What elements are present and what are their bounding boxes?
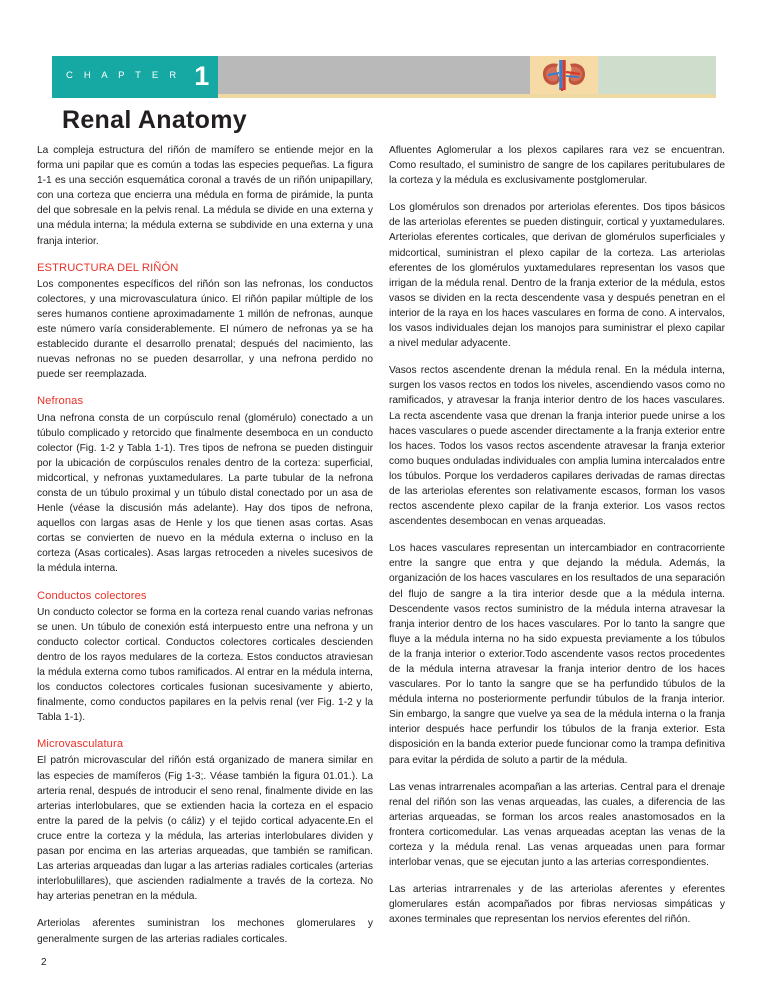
- paragraph-venas-intrarrenales: Las venas intrarrenales acompañan a las arterias. Central para el drenaje renal del riñón son las venas arqueadas, las cuales, a diferencia de las arterias arqueadas, se forman los arcos reales anastomosados en la frontera corticomedular. Las venas arqueadas aceptan las venas de la corteza y la médula renal. Las venas arqueadas unen para formar interlobar venas, que se ejecutan junto a las arterias correspondientes.: [389, 781, 725, 869]
- paragraph-afluentes-aglomerular: Afluentes Aglomerular a los plexos capilares rara vez se encuentran. Como resultado, el suministro de sangre de los capilares peritubulares de la corteza y la médula es exclusivamente postglomerular.: [389, 145, 725, 187]
- banner-green-block: [598, 56, 716, 94]
- heading-microvasculatura: Microvasculatura: [37, 738, 124, 751]
- paragraph-glomerulos-drenados: Los glomérulos son drenados por arteriolas eferentes. Dos tipos básicos de las arteriolas eferentes se pueden distinguir, cortical y yuxtamedulares. Arteriolas eferentes corticales, que derivan de glomérulos superficiales y midcortical, suministran el plexo capilar de la corteza. Las arteriolas eferentes de los glomérulos yuxtamedulares representan los vasos que irrigan de la médula renal. Dentro de la franja exterior de la médula, estos vasos se dividen en la recta descendente vasa y después penetran en el interior de la raya en los haces vasculares en forma de cono. A intervalos, los vasos individuales dejan los manojos para suministrar el plexo capilar a nivel medular adyacente.: [389, 202, 725, 350]
- paragraph-arteriolas-aferentes: Arteriolas aferentes suministran los mechones glomerulares y generalmente surgen de las arterias radiales corticales.: [37, 918, 373, 945]
- chapter-block: [52, 56, 218, 94]
- banner-gray-block: [218, 56, 530, 94]
- paragraph-arterias-intrarrenales: Las arterias intrarrenales y de las arteriolas aferentes y eferentes glomerulares están acompañados por fibras nerviosas simpáticas y axones terminales que representan los nervios eferentes del riñón.: [389, 884, 725, 926]
- chapter-banner: [52, 56, 716, 94]
- banner-underline-teal: [52, 94, 218, 98]
- paragraph-nefronas: Una nefrona consta de un corpúsculo renal (glomérulo) conectado a un túbulo complicado y retorcido que finalmente desemboca en un conducto colector (Fig. 1-2 y Tabla 1-1). Tres tipos de nefrona se pueden distinguir por la ubicación de corpúsculos renales dentro de la corteza: superficial, midcortical, y nefronas yuxtamedulares. La parte tubular de la nefrona consta de un túbulo proximal y un túbulo distal conectado por un asa de Henle (véase la discusión más adelante). Hay dos tipos de nefrona, aquellos con largas asas de Henle y los que tienen asas cortas. Asas cortas se convierten de nuevo en la médula externa o incluso en la corteza (Asas corticales). Asas largas retroceden a niveles sucesivos de la médula interna.: [37, 412, 373, 575]
- paragraph-estructura: Los componentes específicos del riñón son las nefronas, los conductos colectores, y una microvasculatura único. El riñón papilar múltiple de los seres humanos contiene aproximadamente 1 millón de nefronas, aunque este número varía considerablemente. El número de nefronas ya se ha establecido durante el desarrollo prenatal; después del nacimiento, las nuevas nefronas no se pueden desarrollar, y una nefrona perdido no puede ser reemplazada.: [37, 278, 373, 381]
- kidneys-icon: [538, 58, 590, 92]
- paragraph-vasos-rectos-ascendente: Vasos rectos ascendente drenan la médula renal. En la médula interna, surgen los vasos rectos en todos los niveles, ascendiendo vasos como no ramificados, y atravesar la franja interior dentro de los haces vasculares. La recta ascendente vasa que drenan la franja interior puede unirse a los haces vasculares o puede ascender directamente a la franja exterior entre los haces. Todos los vasos rectos ascendente atravesar la franja exterior como buques onduladas individuales con amplia lumina intercalados entre los túbulos. Porque los verdaderos capilares derivadas de ramas directas de las arteriolas eferentes son relativamente escasos, forman los vasos rectos ascendente plexo capilar de la franja exterior. Los vasos rectos ascendentes desembocan en venas arqueadas.: [389, 365, 725, 528]
- right-text-column: [389, 143, 725, 928]
- paragraph-intro: La compleja estructura del riñón de mamífero se entiende mejor en la forma uni papilar que es común a todas las especies pequeñas. La figura 1-1 es una sección esquemática coronal a través de un riñón unipapillary, con una corteza que encierra una médula en forma de pirámide, la punta del que sobresale en la pelvis renal. La médula se divide en una externa y una médula interna; la médula externa se subdivide en una externa y una franja interior.: [37, 145, 373, 247]
- paragraph-microvasculatura: El patrón microvascular del riñón está organizado de manera similar en las especies de mamíferos (Fig 1-3;. Véase también la figura 01.01.). La arteria renal, después de introducir el seno renal, finalmente divide en las arterias interlobulares, que se extienden hacia la corteza en el espacio entre la pared de la pelvis (o cáliz) y el tejido cortical adyacente.En el cruce entre la corteza y la médula, las arterias interlobulares dividen y pasan por encima en las arterias arqueadas, que también se ramifican. Las arterias arqueadas dan lugar a las arterias radiales corticales (arterias interlobulillares), que ascienden radialmente a través de la corteza. No hay arterias penetran en la médula.: [37, 755, 373, 903]
- banner-icon-block: [530, 56, 598, 94]
- heading-nefronas: Nefronas: [37, 395, 84, 408]
- page-number: 2: [41, 957, 47, 968]
- paragraph-conductos-colectores: Un conducto colector se forma en la corteza renal cuando varias nefronas se unen. Un túbulo de conexión está interpuesto entre una nefrona y un conducto colector cortical. Conductos colectores corticales descienden dentro de los rayos medulares de la corteza. Estos conductos atraviesan la médula externa como tubos ramificados. Al entrar en la médula interna, los conductos colectores corticales fusionan sucesivamente y abierto, finalmente, como conductos papilares en la pelvis renal (ver Fig. 1-2 y la Tabla 1-1).: [37, 606, 373, 724]
- chapter-label: C H A P T E R: [66, 69, 181, 81]
- chapter-number: 1: [194, 60, 210, 91]
- heading-estructura-del-rinon: ESTRUCTURA DEL RIÑÓN: [37, 261, 179, 274]
- paragraph-haces-vasculares: Los haces vasculares representan un intercambiador en contracorriente entre la sangre que entra y que dejando la médula. Además, la organización de los haces vasculares en los resultados de una separación del flujo de sangre a la tira interior desde que a la médula interna. Descendente vasos rectos suministro de la médula interna atravesar la franja interior dentro de los haces vasculares. Por lo tanto la sangre que fluye a la médula interna no ha sido expuesta previamente a los túbulos de la franja interior o exterior.Todo ascendente vasos rectos procedentes de la médula interna atravesar la franja interior dentro de los haces vasculares. Por lo tanto la sangre que se ha perfundido túbulos de la médula interna no posteriormente perfundir túbulos de la franja interior. Sin embargo, la sangre que vuelve ya sea de la médula interna o la franja interior después hace perfundir los túbulos de la franja exterior. Esta disposición en la banda exterior puede funcionar como la trampa definitiva para evitar la pérdida de soluto a partir de la médula.: [389, 543, 725, 766]
- heading-conductos-colectores: Conductos colectores: [37, 589, 147, 602]
- left-text-column: [37, 143, 373, 947]
- page-title: Renal Anatomy: [62, 106, 247, 134]
